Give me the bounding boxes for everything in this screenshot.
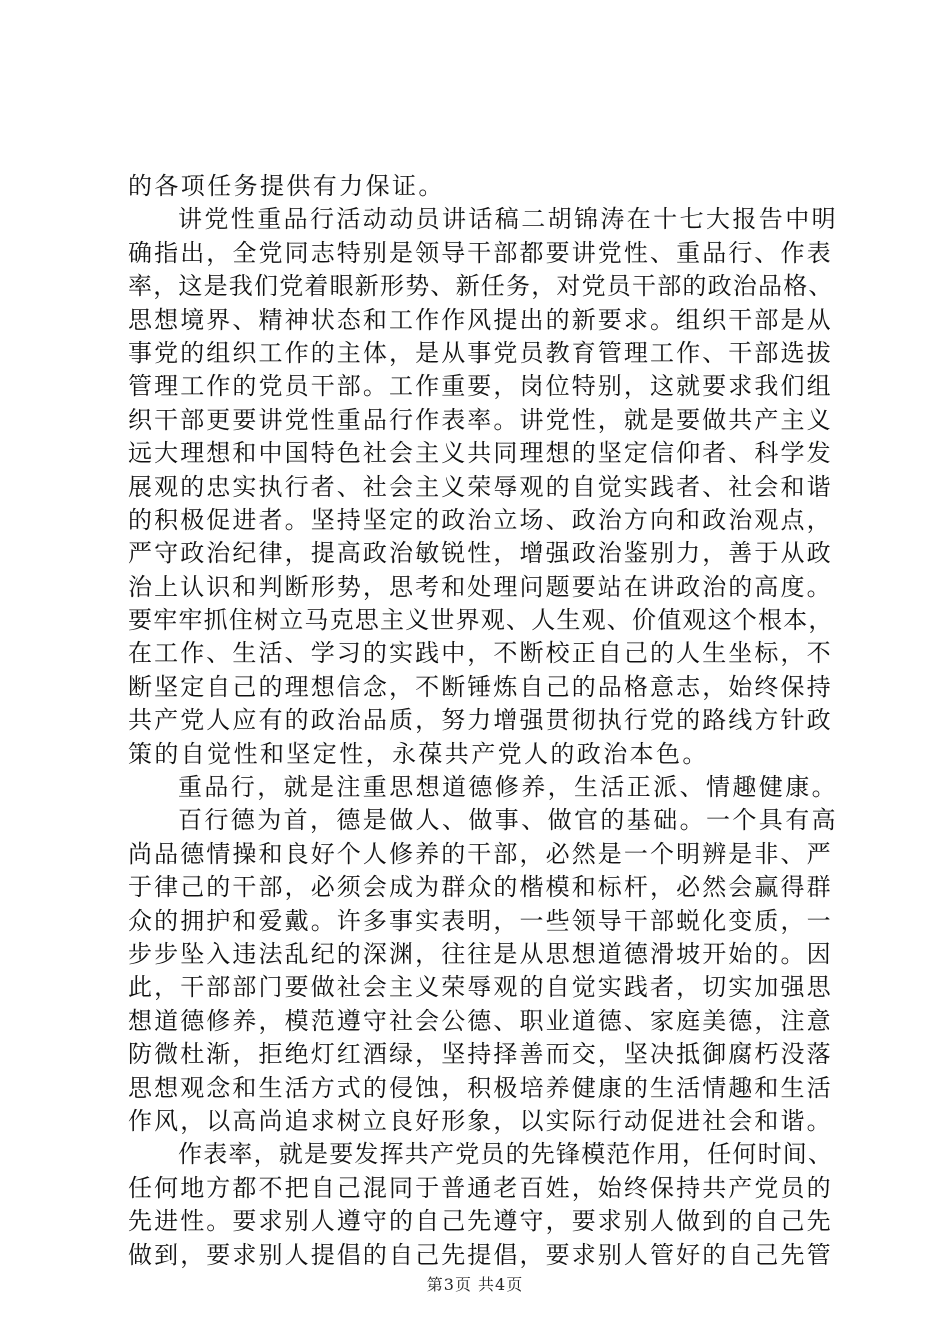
text-line: 的各项任务提供有力保证。 (128, 172, 445, 200)
text-line: 思想境界、精神状态和工作作风提出的新要求。组织干部是从 (128, 305, 833, 334)
text-line: 思想观念和生活方式的侵蚀，积极培养健康的生活情趣和生活 (128, 1073, 833, 1102)
text-line: 想道德修养，模范遵守社会公德、职业道德、家庭美德，注意 (128, 1006, 833, 1035)
text-line: 重品行，就是注重思想道德修养，生活正派、情趣健康。 (178, 773, 838, 802)
text-line: 管理工作的党员干部。工作重要，岗位特别，这就要求我们组 (128, 372, 833, 401)
text-line: 展观的忠实执行者、社会主义荣辱观的自觉实践者、社会和谐 (128, 472, 833, 501)
text-line: 众的拥护和爱戴。许多事实表明，一些领导干部蜕化变质，一 (128, 906, 833, 935)
text-line: 确指出，全党同志特别是领导干部都要讲党性、重品行、作表 (128, 238, 833, 267)
text-line: 此，干部部门要做社会主义荣辱观的自觉实践者，切实加强思 (128, 973, 833, 1002)
text-line: 严守政治纪律，提高政治敏锐性，增强政治鉴别力，善于从政 (128, 539, 833, 568)
text-line: 在工作、生活、学习的实践中，不断校正自己的人生坐标，不 (128, 639, 833, 668)
text-line: 步步坠入违法乱纪的深渊，往往是从思想道德滑坡开始的。因 (128, 939, 833, 968)
text-line: 于律己的干部，必须会成为群众的楷模和标杆，必然会赢得群 (128, 873, 833, 902)
text-line: 防微杜渐，拒绝灯红酒绿，坚持择善而交，坚决抵御腐朽没落 (128, 1040, 833, 1069)
text-line: 做到，要求别人提倡的自己先提倡，要求别人管好的自己先管 (128, 1240, 833, 1269)
text-line: 先进性。要求别人遵守的自己先遵守，要求别人做到的自己先 (128, 1207, 833, 1236)
text-line: 远大理想和中国特色社会主义共同理想的坚定信仰者、科学发 (128, 439, 833, 468)
document-body (128, 170, 840, 1272)
text-line: 共产党人应有的政治品质，努力增强贯彻执行党的路线方针政 (128, 706, 833, 735)
page-footer: 第3页 共4页 (426, 1275, 524, 1294)
text-line: 百行德为首，德是做人、做事、做官的基础。一个具有高 (178, 806, 838, 835)
text-line: 断坚定自己的理想信念，不断锤炼自己的品格意志，始终保持 (128, 672, 833, 701)
text-line: 尚品德情操和良好个人修养的干部，必然是一个明辨是非、严 (128, 839, 833, 868)
text-line: 策的自觉性和坚定性，永葆共产党人的政治本色。 (128, 739, 709, 768)
text-line: 作表率，就是要发挥共产党员的先锋模范作用，任何时间、 (178, 1140, 834, 1169)
text-line: 治上认识和判断形势，思考和处理问题要站在讲政治的高度。 (128, 572, 833, 601)
text-line: 讲党性重品行活动动员讲话稿二胡锦涛在十七大报告中明 (178, 205, 838, 234)
text-line: 事党的组织工作的主体，是从事党员教育管理工作、干部选拔 (128, 338, 833, 367)
text-line: 率，这是我们党着眼新形势、新任务，对党员干部的政治品格、 (128, 272, 834, 301)
text-line: 作风，以高尚追求树立良好形象，以实际行动促进社会和谐。 (128, 1106, 833, 1135)
text-line: 任何地方都不把自己混同于普通老百姓，始终保持共产党员的 (128, 1173, 833, 1202)
text-line: 要牢牢抓住树立马克思主义世界观、人生观、价值观这个根本， (128, 606, 834, 635)
text-line: 的积极促进者。坚持坚定的政治立场、政治方向和政治观点， (128, 505, 833, 534)
text-line: 织干部更要讲党性重品行作表率。讲党性，就是要做共产主义 (128, 405, 833, 434)
